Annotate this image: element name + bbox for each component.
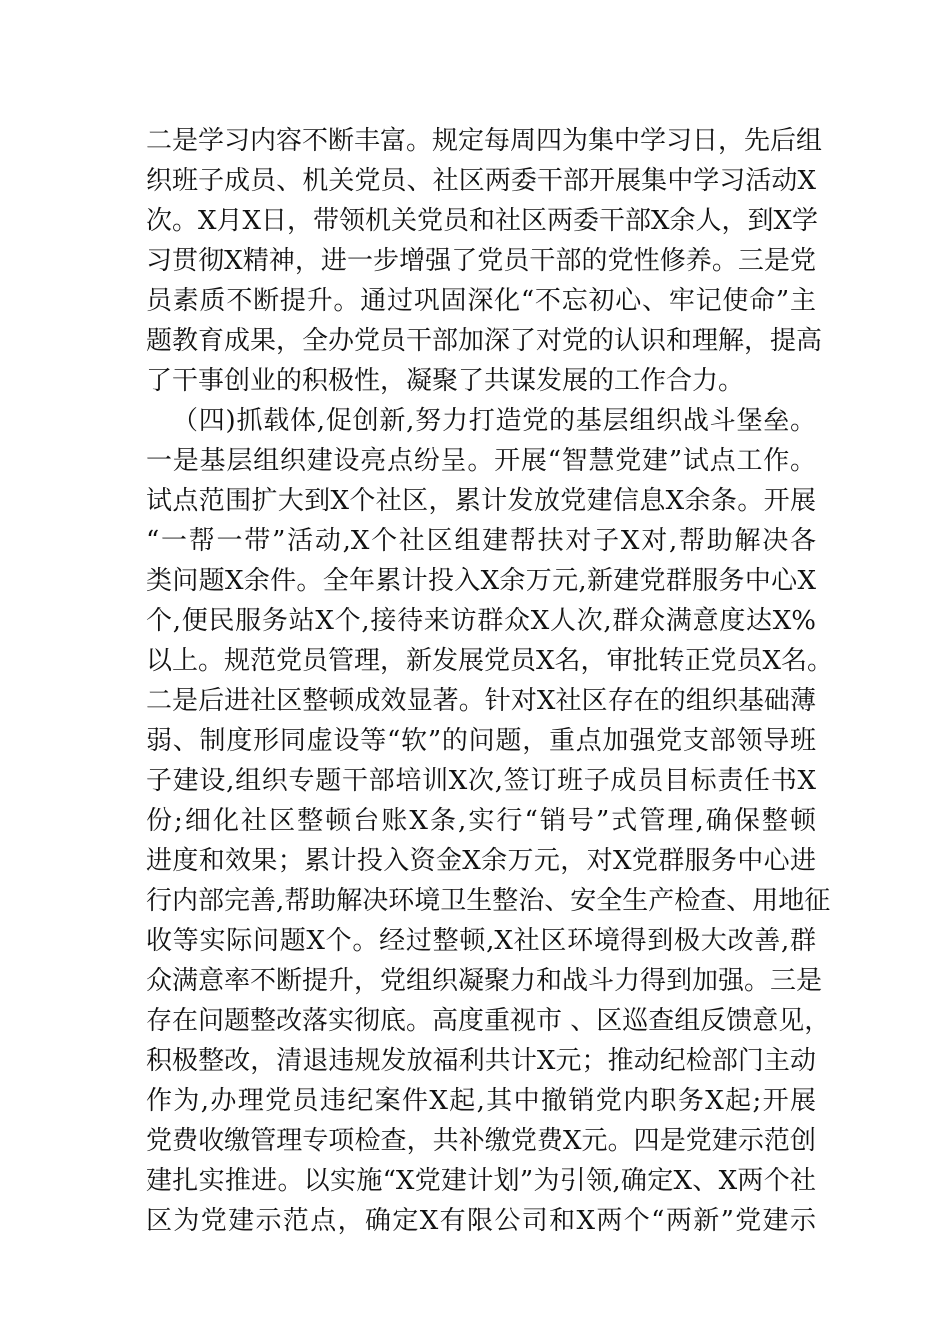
text-line: 以上。规范党员管理，新发展党员X名，审批转正党员X名。 xyxy=(146,646,834,676)
text-line: 党费收缴管理专项检查，共补缴党费X元。四是党建示范创 xyxy=(146,1126,816,1156)
text-line: 份;细化社区整顿台账X条,实行“销号”式管理,确保整顿 xyxy=(146,806,816,836)
text-line: 二是后进社区整顿成效显著。针对X社区存在的组织基础薄 xyxy=(146,686,816,716)
text-line: “一帮一带”活动,X个社区组建帮扶对子X对,帮助解决各 xyxy=(146,526,816,556)
document-body xyxy=(146,121,834,1241)
section-heading: （四)抓载体,促创新,努力打造党的基层组织战斗堡垒。 xyxy=(172,406,816,436)
text-line: 员素质不断提升。通过巩固深化“不忘初心、牢记使命”主 xyxy=(146,286,816,316)
text-line: 个,便民服务站X个,接待来访群众X人次,群众满意度达X% xyxy=(146,606,816,636)
text-line: 作为,办理党员违纪案件X起,其中撤销党内职务X起;开展 xyxy=(146,1086,816,1116)
text-line: 区为党建示范点，确定X有限公司和X两个“两新”党建示 xyxy=(146,1206,816,1236)
text-line: 子建设,组织专题干部培训X次,签订班子成员目标责任书X xyxy=(146,766,816,796)
text-line: 了干事创业的积极性，凝聚了共谋发展的工作合力。 xyxy=(146,366,745,396)
text-line: 弱、制度形同虚设等“软”的问题，重点加强党支部领导班 xyxy=(146,726,816,756)
text-line: 行内部完善,帮助解决环境卫生整治、安全生产检查、用地征 xyxy=(146,886,831,916)
text-line: 收等实际问题X个。经过整顿,X社区环境得到极大改善,群 xyxy=(146,926,816,956)
text-line: 次。X月X日，带领机关党员和社区两委干部X余人，到X学 xyxy=(146,206,819,236)
text-line: 积极整改，清退违规发放福利共计X元；推动纪检部门主动 xyxy=(146,1046,816,1076)
text-line: 题教育成果，全办党员干部加深了对党的认识和理解，提高 xyxy=(146,326,823,356)
text-line: 建扎实推进。以实施“X党建计划”为引领,确定X、X两个社 xyxy=(146,1166,816,1196)
text-line: 众满意率不断提升，党组织凝聚力和战斗力得到加强。三是 xyxy=(146,966,823,996)
text-line: 存在问题整改落实彻底。高度重视市 、区巡查组反馈意见， xyxy=(146,1006,831,1036)
text-line: 试点范围扩大到X个社区，累计发放党建信息X余条。开展 xyxy=(146,486,816,516)
text-line: 织班子成员、机关党员、社区两委干部开展集中学习活动X xyxy=(146,166,816,196)
text-line: 一是基层组织建设亮点纷呈。开展“智慧党建”试点工作。 xyxy=(146,446,816,476)
text-line: 二是学习内容不断丰富。规定每周四为集中学习日，先后组 xyxy=(146,126,823,156)
text-line: 类问题X余件。全年累计投入X余万元,新建党群服务中心X xyxy=(146,566,816,596)
text-line: 习贯彻X精神，进一步增强了党员干部的党性修养。三是党 xyxy=(146,246,816,276)
text-line: 进度和效果；累计投入资金X余万元，对X党群服务中心进 xyxy=(146,846,816,876)
